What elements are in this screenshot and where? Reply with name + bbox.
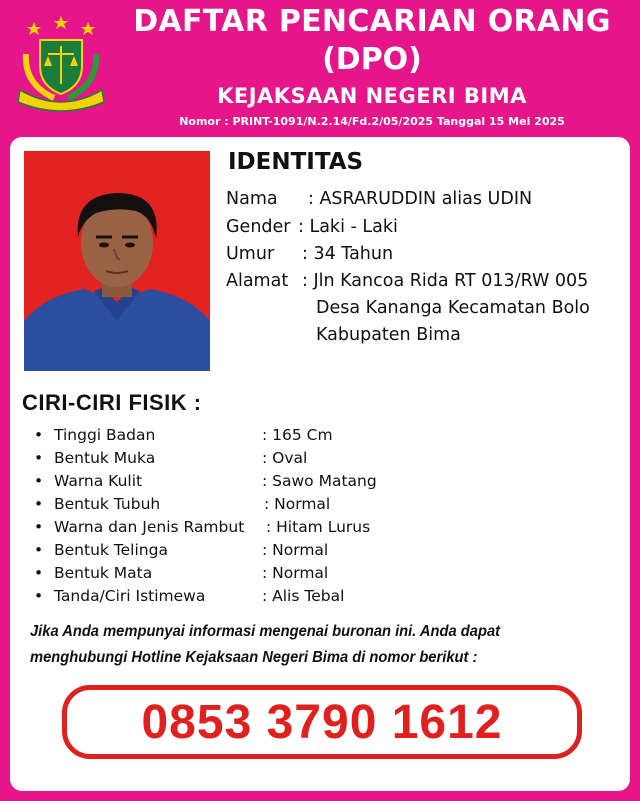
identity-value: : Laki - Laki [298, 217, 398, 237]
fisik-value: : Normal [264, 495, 331, 513]
info-line-2: menghubungi Hotline Kejaksaan Negeri Bima di nomor berikut : [30, 649, 478, 666]
info-paragraph [30, 619, 565, 671]
identitas-heading: IDENTITAS [228, 149, 364, 175]
fisik-value: : Oval [262, 449, 308, 467]
bullet: • [34, 541, 44, 559]
institution-name: KEJAKSAAN NEGERI BIMA [217, 84, 527, 108]
fisik-label: Bentuk Mata [54, 564, 153, 582]
alamat-line-3: Kabupaten Bima [316, 325, 461, 345]
bullet: • [34, 472, 44, 490]
hotline-box [62, 685, 582, 759]
bullet: • [34, 518, 44, 536]
poster-title-dpo: (DPO) [322, 42, 422, 77]
poster-header [0, 0, 640, 140]
identity-value: : 34 Tahun [302, 244, 394, 264]
fisik-label: Bentuk Telinga [54, 541, 168, 559]
alamat-line-2: Desa Kananga Kecamatan Bolo [316, 298, 590, 318]
fisik-value: : 165 Cm [262, 426, 333, 444]
identity-label: Alamat [226, 271, 289, 291]
identity-label: Nama [226, 189, 278, 209]
poster-card [10, 137, 630, 791]
fisik-value: : Alis Tebal [262, 587, 345, 605]
fisik-value: : Normal [262, 564, 329, 582]
identity-value: : Jln Kancoa Rida RT 013/RW 005 [302, 271, 589, 291]
fisik-label: Bentuk Muka [54, 449, 156, 467]
fisik-label: Warna Kulit [54, 472, 143, 490]
identity-label: Gender [226, 217, 291, 237]
identity-value: : ASRARUDDIN alias UDIN [308, 189, 533, 209]
fisik-label: Tanda/Ciri Istimewa [54, 587, 206, 605]
poster-title: DAFTAR PENCARIAN ORANG [133, 4, 611, 39]
identity-label: Umur [226, 244, 275, 264]
suspect-photo [24, 151, 210, 371]
bullet: • [34, 449, 44, 467]
fisik-label: Bentuk Tubuh [54, 495, 161, 513]
bullet: • [34, 587, 44, 605]
fisik-value: : Sawo Matang [262, 472, 377, 490]
ciri-fisik-heading: CIRI-CIRI FISIK : [22, 390, 202, 415]
fisik-label: Warna dan Jenis Rambut [54, 518, 245, 536]
fisik-value: : Hitam Lurus [266, 518, 371, 536]
fisik-value: : Normal [262, 541, 329, 559]
bullet: • [34, 495, 44, 513]
kejaksaan-logo-icon [14, 14, 108, 112]
hotline-number[interactable]: 0853 3790 1612 [141, 695, 503, 749]
document-number: Nomor : PRINT-1091/N.2.14/Fd.2/05/2025 Tanggal 15 Mei 2025 [179, 115, 565, 128]
info-line-1: Jika Anda mempunyai informasi mengenai buronan ini. Anda dapat [30, 623, 501, 640]
bullet: • [34, 426, 44, 444]
bullet: • [34, 564, 44, 582]
fisik-label: Tinggi Badan [54, 426, 156, 444]
